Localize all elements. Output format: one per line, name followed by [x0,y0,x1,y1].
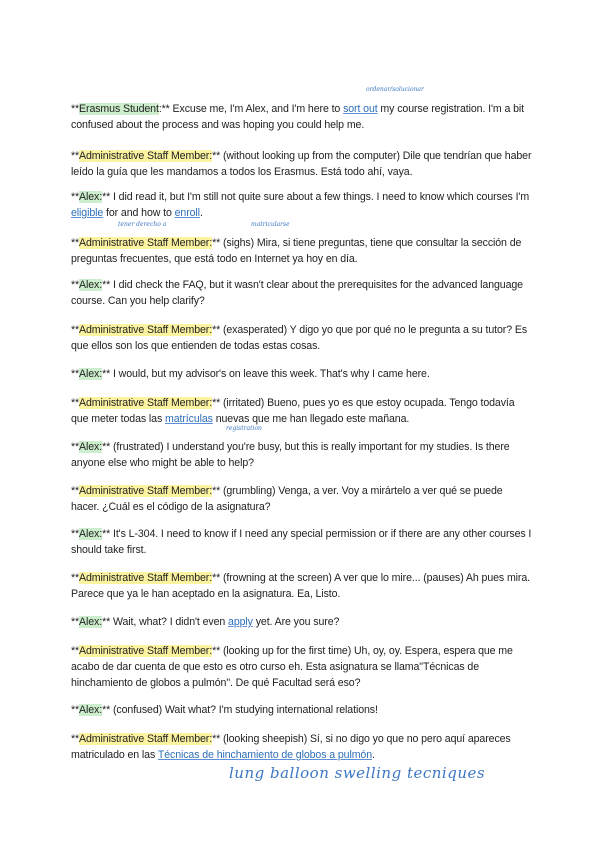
dialogue-line: **Alex:** I would, but my advisor's on leave this week. That's why I came here. [71,368,430,380]
annotated-phrase: matrículas [165,413,213,425]
dialogue-line: **Administrative Staff Member:** (exasperated) Y digo yo que por qué no le pregunta a su tutor? Es que ellos son los que entienden de todas estas cosas. [71,324,528,352]
speaker-label: Administrative Staff Member: [79,485,213,497]
dialogue-line: **Alex:** I did read it, but I'm still not quite sure about a few things. I need to know which courses I'm eligible for and how to enroll. [71,191,530,219]
speaker-label: Administrative Staff Member: [79,572,213,584]
dialogue-line: **Alex:** Wait, what? I didn't even apply yet. Are you sure? [71,616,340,628]
speaker-label: Alex: [79,368,103,380]
speaker-label: Alex: [79,441,103,453]
annotated-phrase: Técnicas de hinchamiento de globos a pulmón [157,749,373,761]
dialogue-line: **Alex:** I did check the FAQ, but it wasn't clear about the prerequisites for the advanced language course. Can you help clarify? [71,279,523,307]
dialogue-line: **Administrative Staff Member:** (frowning at the screen) A ver que lo mire... (pauses) Ah pues mira. Parece que ya le han aceptado en la asignatura. Ea, Listo. [71,572,530,600]
dialogue-line: **Alex:** It's L-304. I need to know if I need any special permission or if there are any other courses I should take first. [71,528,532,556]
annotation-ordenar: ordenar/solucionar [366,86,424,93]
speaker-label: Administrative Staff Member: [79,150,213,162]
speaker-label: Alex: [79,616,103,628]
speaker-label: Administrative Staff Member: [79,733,213,745]
dialogue-line: **Administrative Staff Member:** (looking up for the first time) Uh, oy, oy. Espera, espera que me acabo de dar cuenta de que esto es otro curso eh. Esta asignatura se llama"Técnicas de hinchamiento de globos a pulmón". De qué Facultad será eso? [71,645,513,689]
speaker-label: Alex: [79,279,103,291]
annotated-phrase: apply [228,616,253,628]
annotated-phrase: enroll [174,207,200,219]
speaker-label: Alex: [79,191,103,203]
annotation-matricularse: matricularse [251,221,290,228]
annotation-balloon-translation: lung balloon swelling tecniques [229,764,486,782]
dialogue-line: **Administrative Staff Member:** (grumbling) Venga, a ver. Voy a mirártelo a ver qué se puede hacer. ¿Cuál es el código de la asignatura? [71,485,503,513]
dialogue-line: **Erasmus Student:** Excuse me, I'm Alex, and I'm here to sort out my course registration. I'm a bit confused about the process and was hoping you could help me. [71,103,524,131]
speaker-label: Administrative Staff Member: [79,397,213,409]
dialogue-line: **Administrative Staff Member:** (without looking up from the computer) Dile que tendrían que haber leído la guía que les mandamos a todos los Erasmus. Está todo ahí, vaya. [71,150,532,178]
annotated-phrase: sort out [343,103,378,115]
annotation-registration: registration [226,425,262,432]
dialogue-line: **Administrative Staff Member:** (irritated) Bueno, pues yo es que estoy ocupada. Tengo todavía que meter todas las matrículas nuevas que me han llegado este mañana. [71,397,515,425]
speaker-label: Alex: [79,528,103,540]
speaker-label: Administrative Staff Member: [79,237,213,249]
dialogue-line: **Administrative Staff Member:** (sighs) Mira, si tiene preguntas, tiene que consultar la sección de preguntas frecuentes, que está todo en Internet ya hoy en día. [71,237,522,265]
dialogue-line: **Administrative Staff Member:** (looking sheepish) Sí, si no digo yo que no pero aquí apareces matriculado en las Técnicas de hinchamiento de globos a pulmón. [71,733,511,761]
annotated-phrase: eligible [71,207,104,219]
speaker-label: Alex: [79,704,103,716]
speaker-label: Erasmus Student [79,103,159,115]
dialogue-line: **Alex:** (frustrated) I understand you're busy, but this is really important for my studies. Is there anyone else who might be able to help? [71,441,510,469]
speaker-label: Administrative Staff Member: [79,645,213,657]
dialogue-line: **Alex:** (confused) Wait what? I'm studying international relations! [71,704,378,716]
annotation-tener-derecho: tener derecho a [118,221,167,228]
speaker-label: Administrative Staff Member: [79,324,213,336]
